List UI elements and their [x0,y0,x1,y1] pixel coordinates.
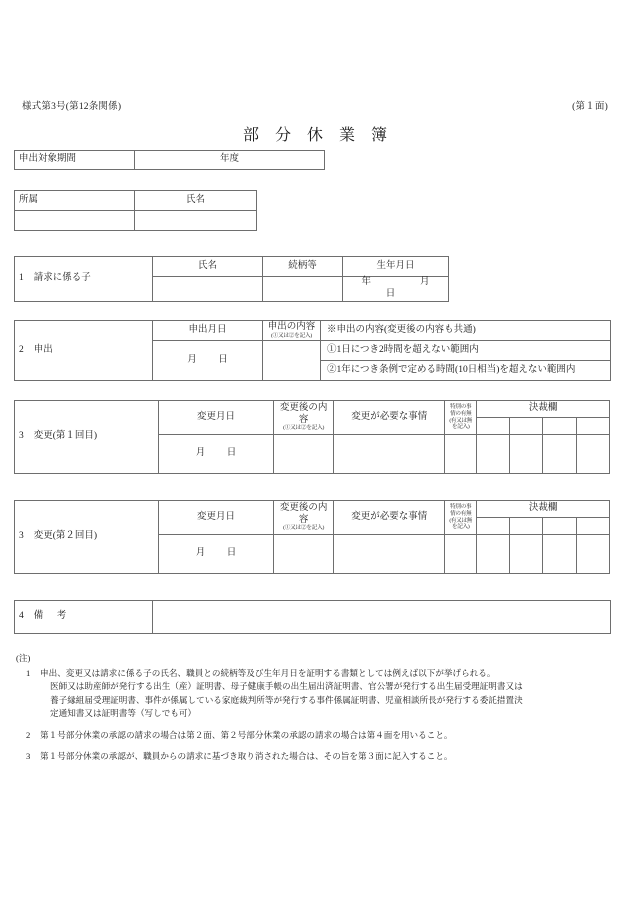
application-note-line1: ①1日につき2時間を超えない範囲内 [321,341,611,361]
child-name-header: 氏名 [153,257,263,277]
change2-approval-cell2[interactable] [576,535,610,574]
change1-special-header-text: 特別の事情の有無 [450,403,472,417]
document-header [22,98,608,112]
change1-special-value[interactable] [445,435,477,474]
application-content-header [263,321,321,341]
change1-approval-cell2[interactable] [576,435,610,474]
change2-approval-cell2[interactable] [477,535,509,574]
change1-approval-cell[interactable] [543,418,576,435]
child-section-label [15,257,153,302]
note-line: 申出、変更又は請求に係る子の氏名、職員との続柄等及び生年月日を証明する書類としては例えば以下が挙げられる。 [40,667,496,678]
child-section-title: 請求に係る子 [33,272,91,283]
change1-reason-header: 変更が必要な事情 [334,401,445,435]
child-relation-header: 続柄等 [263,257,343,277]
change1-approval-cell[interactable] [509,418,542,435]
table-row [15,211,257,231]
change2-content-header [273,501,334,535]
child-info-table [14,256,479,302]
change2-approval-cell[interactable] [543,518,576,535]
remarks-section-title: 備 考 [33,611,69,622]
change1-content-header [273,401,334,435]
period-label: 申出対象期間 [15,151,135,170]
period-value[interactable]: 年度 [135,151,325,170]
affiliation-table [14,190,257,231]
change1-section-number: 3 [19,431,24,442]
note-body [40,667,616,721]
name-value[interactable] [135,211,257,231]
change1-reason-value[interactable] [334,435,445,474]
note-item [16,729,616,743]
application-section-number: 2 [19,344,24,355]
notes-heading: (注) [16,653,31,663]
change2-reason-value[interactable] [334,535,445,574]
form-number: 様式第3号(第12条関係) [22,102,122,112]
application-note-line2: ②1年につき条例で定める時間(10日相当)を超えない範囲内 [321,361,611,381]
change1-approval-cell2[interactable] [509,435,542,474]
affiliation-value[interactable] [15,211,135,231]
note-line: 養子縁組届受理証明書、事件が係属している家庭裁判所等が発行する事件係属証明書、児童相談所長が発行する委託措置決 [50,694,523,705]
change2-special-header [445,501,477,535]
change2-approval-header: 決裁欄 [477,501,610,518]
change-table-2 [14,500,610,574]
change2-approval-cell[interactable] [576,518,610,535]
application-content-value[interactable] [263,341,321,381]
child-birthdate-header: 生年月日 [343,257,449,277]
change2-content-header-note: (①又は②を記入) [283,525,325,532]
table-row [15,151,325,170]
application-section-title: 申出 [33,344,53,355]
note-body [40,729,616,743]
change1-approval-header: 決裁欄 [477,401,610,418]
page-title: 部 分 休 業 簿 [242,127,393,144]
change2-approval-cell[interactable] [509,518,542,535]
change1-content-value[interactable] [273,435,334,474]
change1-content-header-note: (①又は②を記入) [283,425,325,432]
change1-special-header [445,401,477,435]
table-row [15,401,610,418]
child-birthdate-value[interactable]: 年 月 日 [343,277,449,302]
note-number: 2 [26,729,31,740]
change1-date-header: 変更月日 [159,401,274,435]
child-name-value[interactable] [153,277,263,302]
application-table [14,320,611,381]
note-item [16,750,616,764]
application-section-label [15,321,153,381]
change1-content-header-text: 変更後の内容 [279,402,328,425]
note-line: 医師又は助産師が発行する出生（産）証明書、母子健康手帳の出生届出済証明書、官公署が発行する出生届受理証明書又は [50,681,523,692]
child-section-number: 1 [19,272,24,283]
page-mark: (第１面) [572,102,608,112]
change1-date-value[interactable]: 月 日 [159,435,274,474]
change2-reason-header: 変更が必要な事情 [334,501,445,535]
change1-special-header-note: (有又は無を記入) [449,417,473,431]
change1-section-label [15,401,159,474]
remarks-section-number: 4 [19,611,24,622]
change2-special-header-text: 特別の事情の有無 [450,503,472,517]
remarks-table [14,600,611,634]
table-row [15,601,611,634]
change2-section-label [15,501,159,574]
change1-approval-cell[interactable] [576,418,610,435]
change2-date-header: 変更月日 [159,501,274,535]
table-row [15,257,449,277]
change2-section-number: 3 [19,531,24,542]
application-note-title: ※申出の内容(変更後の内容も共通) [321,321,611,341]
child-relation-value[interactable] [263,277,343,302]
change1-approval-cell2[interactable] [543,435,576,474]
change2-approval-cell2[interactable] [509,535,542,574]
application-date-value[interactable]: 月 日 [153,341,263,381]
change1-approval-cell[interactable] [477,418,509,435]
affiliation-header: 所属 [15,191,135,211]
application-date-header: 申出月日 [153,321,263,341]
change2-special-header-note: (有又は無を記入) [449,517,473,531]
change1-approval-cell2[interactable] [477,435,509,474]
application-content-header-note: (①又は②を記入) [270,332,313,339]
table-row [15,191,257,211]
note-line: 定通知書又は証明書等（写しでも可） [50,708,197,719]
change2-date-value[interactable]: 月 日 [159,535,274,574]
application-content-header-text: 申出の内容 [267,321,316,332]
change2-approval-cell2[interactable] [543,535,576,574]
change2-special-value[interactable] [445,535,477,574]
change2-content-header-text: 変更後の内容 [279,502,328,525]
note-line: 第１号部分休業の承認の請求の場合は第２面、第２号部分休業の承認の請求の場合は第４面を用いること。 [40,729,453,740]
change-table-1 [14,400,610,474]
name-header: 氏名 [135,191,257,211]
change1-section-title: 変更(第１回目) [33,431,98,442]
change2-content-value[interactable] [273,535,334,574]
note-line: 第１号部分休業の承認が、職員からの請求に基づき取り消された場合は、その旨を第３面に記入すること。 [40,751,453,762]
note-number: 1 [26,667,31,678]
remarks-value[interactable] [153,601,611,634]
change2-section-title: 変更(第２回目) [33,531,98,542]
remarks-section-label [15,601,153,634]
table-row [15,501,610,518]
note-item [16,667,616,721]
application-period-table [14,150,325,170]
notes-section [16,652,616,772]
note-number: 3 [26,751,31,762]
change2-approval-cell[interactable] [477,518,509,535]
note-body [40,750,616,764]
table-row [15,321,611,341]
